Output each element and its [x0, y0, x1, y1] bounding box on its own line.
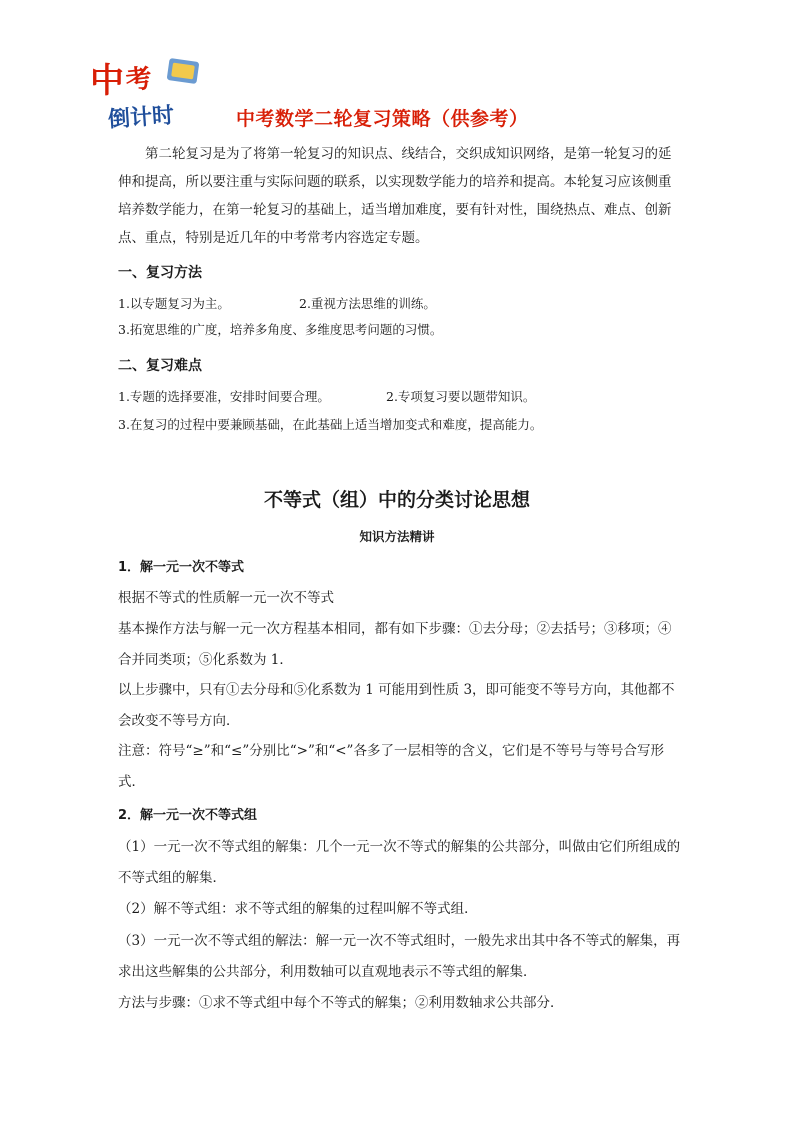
difficulty-item-1 [118, 387, 536, 405]
part1-heading: 1．解一元一次不等式 [118, 560, 245, 575]
svg-text:倒计时: 倒计时 [107, 103, 175, 133]
method-item-1-text: 1.以专题复习为主。 [118, 296, 230, 311]
method-item-2-text: 2.重视方法思维的训练。 [299, 296, 436, 311]
part2-heading: 2．解一元一次不等式组 [118, 808, 258, 823]
difficulty-item-1-text: 1.专题的选择要准，安排时间要合理。 [118, 389, 330, 404]
part1-paragraph-3: 以上步骤中，只有①去分母和⑤化系数为 1 可能用到性质 3，即可能变不等号方向，其他都不会改变不等号方向． [118, 682, 675, 729]
exam-countdown-logo [88, 52, 214, 134]
part1-paragraph-4: 注意：符号“≥”和“≤”分别比“>”和“<”各多了一层相等的含义，它们是不等号与等号合写形式． [118, 743, 664, 790]
method-item-1 [118, 294, 436, 312]
difficulty-item-3: 3.在复习的过程中要兼顾基础，在此基础上适当增加变式和难度，提高能力。 [118, 417, 543, 432]
part2-paragraph-3: （3）一元一次不等式组的解法：解一元一次不等式组时，一般先求出其中各不等式的解集，再求出这些解集的公共部分，利用数轴可以直观地表示不等式组的解集． [118, 933, 681, 980]
topic-subtitle: 知识方法精讲 [359, 529, 435, 544]
section-heading-methods: 一、复习方法 [118, 265, 202, 281]
part1-paragraph-1: 根据不等式的性质解一元一次不等式 [118, 590, 334, 606]
part2-paragraph-2: （2）解不等式组：求不等式组的解集的过程叫解不等式组． [118, 901, 478, 917]
method-item-3: 3.拓宽思维的广度，培养多角度、多维度思考问题的习惯。 [118, 322, 443, 337]
part2-paragraph-1: （1）一元一次不等式组的解集：几个一元一次不等式的解集的公共部分，叫做由它们所组成的不等式组的解集． [118, 839, 681, 886]
intro-paragraph: 第二轮复习是为了将第一轮复习的知识点、线结合，交织成知识网络，是第一轮复习的延伸和提高，所以要注重与实际问题的联系，以实现数学能力的培养和提高。本轮复习应该侧重培养数学能力，在第一轮复习的基础上，适当增加难度，要有针对性，围绕热点、难点、创新点、重点，特别是近几年的中考常考内容选定专题。 [118, 146, 672, 246]
topic-title: 不等式（组）中的分类讨论思想 [263, 489, 530, 511]
document-title: 中考数学二轮复习策略（供参考） [236, 108, 529, 130]
svg-text:中: 中 [90, 61, 124, 101]
part1-paragraph-2: 基本操作方法与解一元一次方程基本相同，都有如下步骤：①去分母；②去括号；③移项；④合并同类项；⑤化系数为 1． [118, 621, 672, 668]
part2-paragraph-4: 方法与步骤：①求不等式组中每个不等式的解集；②利用数轴求公共部分． [118, 995, 564, 1011]
difficulty-item-2-text: 2.专项复习要以题带知识。 [386, 389, 536, 404]
section-heading-difficulties: 二、复习难点 [118, 358, 202, 374]
svg-text:考: 考 [124, 63, 154, 97]
